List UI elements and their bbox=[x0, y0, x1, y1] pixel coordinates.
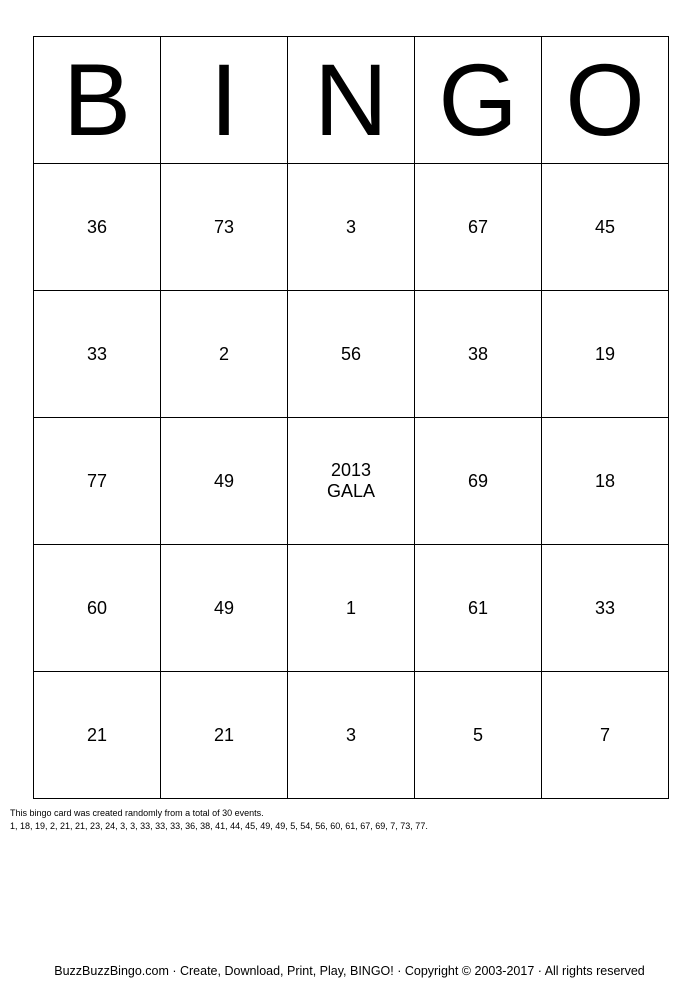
card-row bbox=[34, 418, 669, 545]
card-cell bbox=[34, 291, 161, 418]
cell-text: 33 bbox=[594, 597, 616, 618]
card-info-event-list: 1, 18, 19, 2, 21, 21, 23, 24, 3, 3, 33, 33, 33, 36, 38, 41, 44, 45, 49, 49, 5, 54, 56, 60, 61, 67, 69, 7, 73, 77. bbox=[10, 821, 428, 831]
center-cell-line-1: 2013 bbox=[330, 460, 372, 480]
card-cell bbox=[161, 545, 288, 672]
cell-text: 73 bbox=[213, 216, 235, 237]
card-cell bbox=[542, 164, 669, 291]
card-cell bbox=[415, 418, 542, 545]
header-letter-g: G bbox=[415, 37, 542, 164]
cell-text: 21 bbox=[86, 724, 108, 745]
card-cell bbox=[542, 672, 669, 799]
cell-text: 33 bbox=[86, 343, 108, 364]
card-cell bbox=[542, 545, 669, 672]
cell-text: 3 bbox=[345, 216, 356, 237]
cell-text: 60 bbox=[86, 597, 108, 618]
card-cell bbox=[34, 164, 161, 291]
cell-text: 2 bbox=[218, 343, 229, 364]
cell-text: 7 bbox=[599, 724, 610, 745]
card-cell bbox=[542, 418, 669, 545]
site-footer: BuzzBuzzBingo.com · Create, Download, Print, Play, BINGO! · Copyright © 2003-2017 · All rights reserved bbox=[54, 964, 645, 978]
cell-text: 21 bbox=[213, 724, 235, 745]
card-cell bbox=[415, 672, 542, 799]
cell-text: 38 bbox=[467, 343, 489, 364]
cell-text: 49 bbox=[213, 597, 235, 618]
center-cell-line-2: GALA bbox=[326, 481, 376, 501]
card-cell bbox=[288, 672, 415, 799]
cell-text: 56 bbox=[340, 343, 362, 364]
cell-text: 19 bbox=[594, 343, 616, 364]
card-cell bbox=[288, 291, 415, 418]
card-cell bbox=[161, 418, 288, 545]
cell-text: 5 bbox=[472, 724, 483, 745]
card-cell bbox=[415, 164, 542, 291]
card-cell bbox=[415, 291, 542, 418]
cell-text: 77 bbox=[86, 470, 108, 491]
header-letter-b: B bbox=[34, 37, 161, 164]
card-cell bbox=[34, 545, 161, 672]
header-letter-i: I bbox=[161, 37, 288, 164]
card-cell bbox=[34, 672, 161, 799]
cell-text: 36 bbox=[86, 216, 108, 237]
card-cell bbox=[34, 418, 161, 545]
card-row bbox=[34, 291, 669, 418]
header-letter-o: O bbox=[542, 37, 669, 164]
card-row bbox=[34, 164, 669, 291]
card-cell bbox=[288, 164, 415, 291]
card-info-description: This bingo card was created randomly from a total of 30 events. bbox=[10, 808, 264, 818]
card-cell bbox=[288, 545, 415, 672]
cell-text: 3 bbox=[345, 724, 356, 745]
cell-text: 45 bbox=[594, 216, 616, 237]
header-row bbox=[34, 37, 669, 164]
card-row bbox=[34, 672, 669, 799]
center-cell bbox=[288, 418, 415, 545]
card-info bbox=[10, 807, 690, 833]
cell-text: 61 bbox=[467, 597, 489, 618]
card-cell bbox=[161, 291, 288, 418]
card-cell bbox=[542, 291, 669, 418]
card-row bbox=[34, 545, 669, 672]
cell-text: 69 bbox=[467, 470, 489, 491]
cell-text: 1 bbox=[345, 597, 356, 618]
card-cell bbox=[161, 164, 288, 291]
bingo-card bbox=[33, 36, 669, 799]
card-cell bbox=[415, 545, 542, 672]
card-cell bbox=[161, 672, 288, 799]
cell-text: 18 bbox=[594, 470, 616, 491]
cell-text: 67 bbox=[467, 216, 489, 237]
header-letter-n: N bbox=[288, 37, 415, 164]
cell-text: 49 bbox=[213, 470, 235, 491]
